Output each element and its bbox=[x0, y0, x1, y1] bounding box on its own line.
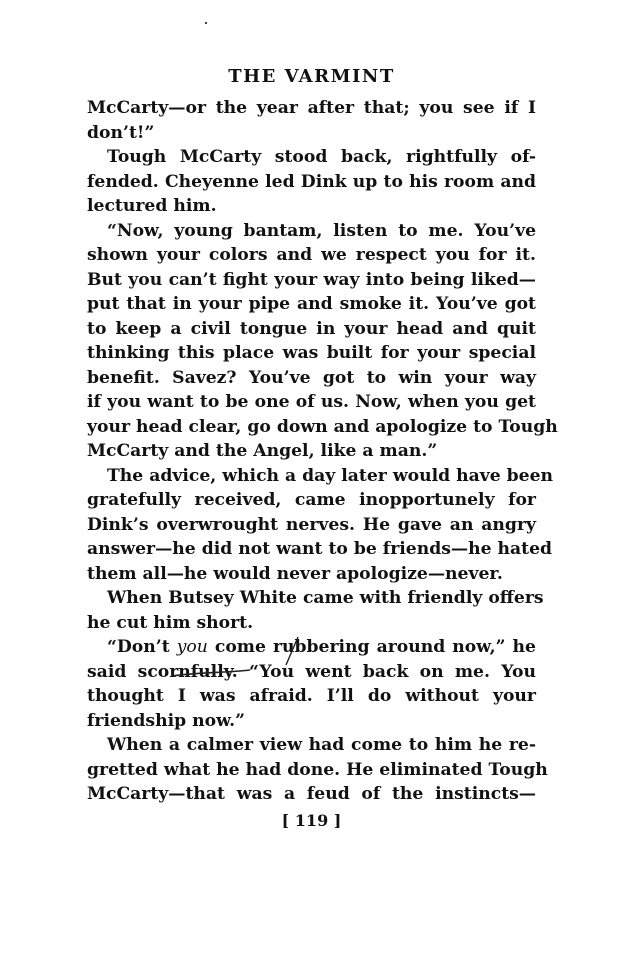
text-line: thought I was afraid. I’ll do without your bbox=[87, 686, 536, 706]
text-line: When Butsey White came with friendly offers bbox=[107, 588, 544, 608]
text-line: fended. Cheyenne led Dink up to his room and bbox=[87, 171, 536, 192]
text-line: “Now, young bantam, listen to me. You’ve bbox=[107, 220, 536, 241]
text-line: your head clear, go down and apologize to Tough bbox=[87, 416, 558, 437]
text-line: answer—he did not want to be friends—he hated bbox=[87, 539, 553, 559]
text-line: But you can’t fight your way into being liked— bbox=[87, 269, 536, 290]
text-line: McCarty and the Angel, like a man.” bbox=[87, 441, 438, 461]
page-number: [ 119 ] bbox=[281, 810, 342, 830]
body-text bbox=[87, 96, 558, 807]
text-line: don’t!” bbox=[87, 122, 155, 143]
text-line: “Don’t you come rubbering around now,” he bbox=[107, 637, 536, 657]
book-page bbox=[87, 62, 558, 833]
text-line: gratefully received, came inopportunely for bbox=[87, 490, 536, 510]
running-head: THE VARMINT bbox=[228, 66, 395, 87]
text-line: said scornfully. “You went back on me. You bbox=[87, 661, 536, 682]
text-line: shown your colors and we respect you for it. bbox=[87, 245, 536, 265]
emphasis: you bbox=[176, 637, 208, 657]
text-line: McCarty—or the year after that; you see if I bbox=[87, 98, 536, 118]
text-line: gretted what he had done. He eliminated Tough bbox=[87, 759, 548, 780]
text-line: thinking this place was built for your special bbox=[87, 343, 536, 363]
text-line: friendship now.” bbox=[87, 710, 246, 731]
text-line: lectured him. bbox=[87, 196, 217, 216]
text-line: McCarty—that was a feud of the instincts— bbox=[87, 784, 536, 804]
text-line: to keep a civil tongue in your head and quit bbox=[87, 318, 536, 339]
text-line: if you want to be one of us. Now, when you get bbox=[87, 392, 536, 412]
text-line: Dink’s overwrought nerves. He gave an angry bbox=[87, 514, 536, 535]
text-line: The advice, which a day later would have been bbox=[107, 465, 554, 486]
text-line: benefit. Savez? You’ve got to win your way bbox=[87, 367, 536, 388]
text-line: Tough McCarty stood back, rightfully of- bbox=[107, 147, 536, 167]
text-line: them all—he would never apologize—never. bbox=[87, 563, 503, 584]
text-line: he cut him short. bbox=[87, 612, 254, 633]
text-line: put that in your pipe and smoke it. You’ve got bbox=[87, 294, 536, 314]
text-line: When a calmer view had come to him he re- bbox=[107, 735, 536, 755]
stray-dot bbox=[205, 22, 207, 24]
